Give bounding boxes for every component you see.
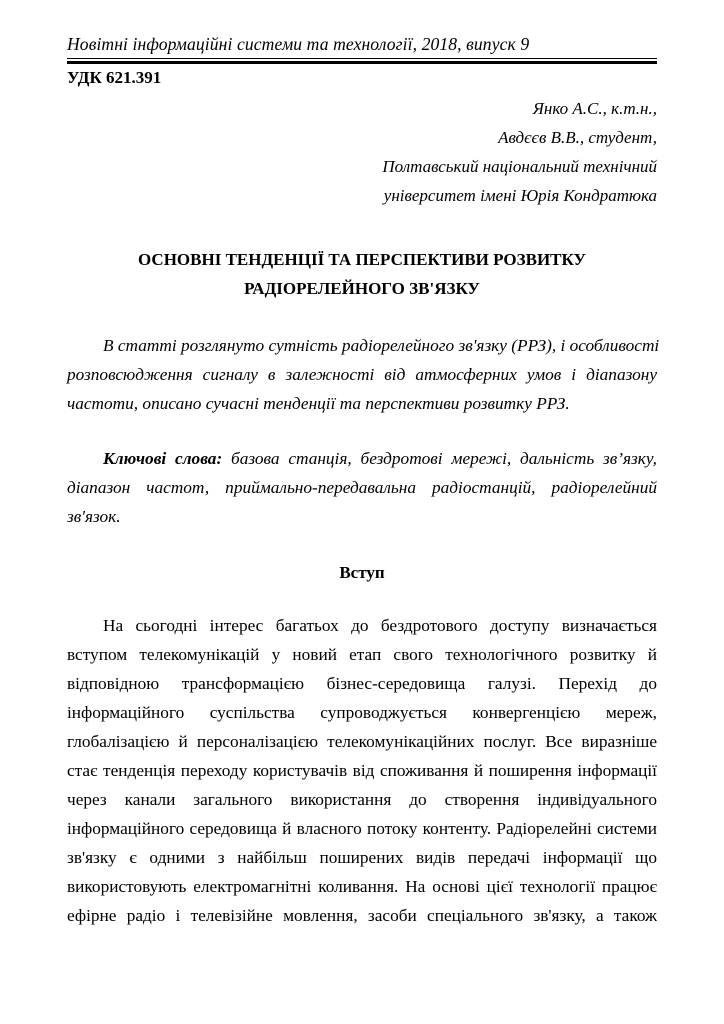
keywords-line: зв'язок.: [67, 507, 121, 526]
body-line: стає тенденція переходу користувачів від споживання й поширення інформації: [67, 761, 657, 780]
body-line: На сьогодні інтерес багатьох до бездротового доступу визначається: [103, 616, 657, 635]
author-block: [382, 94, 657, 210]
journal-header: Новітні інформаційні системи та технології, 2018, випуск 9: [67, 34, 530, 54]
abstract-line: В статті розглянуто сутність радіорелейного зв'язку (РРЗ), і особливості: [103, 336, 660, 355]
keywords-line: [67, 444, 657, 473]
header-rule-thin: [67, 58, 657, 59]
keywords-line: діапазон частот, приймально-передавальна радіостанцій, радіорелейний: [67, 478, 657, 497]
abstract: [67, 331, 660, 418]
body-paragraph: [67, 611, 657, 930]
affiliation-line: Полтавський національний технічний: [382, 157, 657, 176]
abstract-line: розповсюдження сигналу в залежності від атмосферних умов і діапазону: [67, 365, 657, 384]
body-line: інформаційного суспільства супроводжується конвергенцією мереж,: [67, 703, 657, 722]
author-line: Янко А.С., к.т.н.,: [532, 99, 657, 118]
affiliation-line: університет імені Юрія Кондратюка: [383, 186, 657, 205]
body-line: використовують електромагнітні коливання. На основі цієї технології працює: [67, 877, 657, 896]
section-heading: Вступ: [339, 563, 385, 582]
keywords-label: Ключові слова:: [103, 449, 223, 468]
body-line: зв'язку є одними з найбільш поширених видів передачі інформації що: [67, 848, 657, 867]
body-line: інформаційного середовища й власного потоку контенту. Радіорелейні системи: [67, 819, 657, 838]
body-line: вступом телекомунікацій у новий етап свого технологічного розвитку й: [67, 645, 657, 664]
keywords: [67, 444, 657, 531]
title-line: ОСНОВНІ ТЕНДЕНЦІЇ ТА ПЕРСПЕКТИВИ РОЗВИТКУ: [137, 250, 586, 269]
header-rule-thick: [67, 61, 657, 64]
title-line: РАДІОРЕЛЕЙНОГО ЗВ'ЯЗКУ: [244, 279, 480, 298]
article-title: [67, 245, 657, 303]
udc-code: УДК 621.391: [67, 68, 162, 87]
body-line: глобалізацією й персоналізацією телекомунікаційних послуг. Все виразніше: [67, 732, 657, 751]
keywords-text: базова станція, бездротові мережі, дальність зв’язку,: [222, 449, 657, 468]
body-line: через канали загального використання до створення індивідуального: [67, 790, 657, 809]
body-line: відповідною трансформацією бізнес-середовища галузі. Перехід до: [67, 674, 657, 693]
author-line: Авдєєв В.В., студент,: [498, 128, 657, 147]
body-line: ефірне радіо і телевізійне мовлення, засоби спеціального зв'язку, а також: [67, 906, 657, 925]
abstract-line: частоти, описано сучасні тенденції та перспективи розвитку РРЗ.: [67, 394, 570, 413]
